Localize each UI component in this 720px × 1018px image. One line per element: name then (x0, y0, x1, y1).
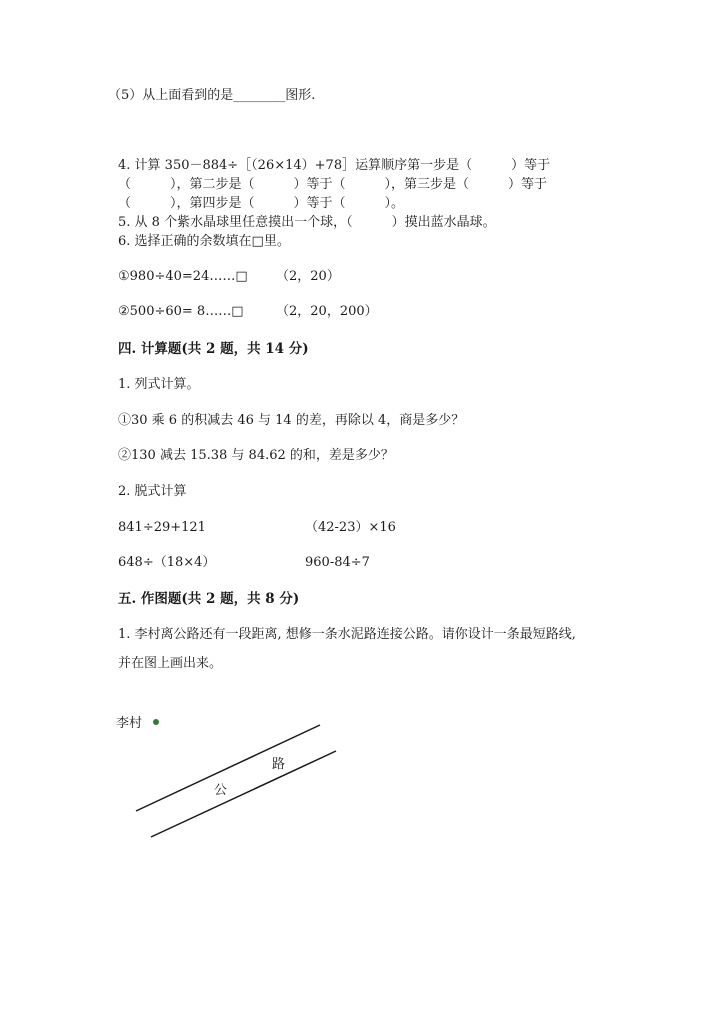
road-label-lu: 路 (272, 757, 286, 772)
q5-text: 5. 从 8 个紫水晶球里任意摸出一个球，（ ）摸出蓝水晶球。 (118, 215, 496, 230)
section4-expr3: 648÷（18×4） (118, 555, 216, 570)
section4-expr2: （42-23）×16 (305, 520, 396, 535)
section5-q1-line1: 1. 李村离公路还有一段距离, 想修一条水泥路连接公路。请你设计一条最短路线, (118, 627, 576, 642)
section5-heading: 五. 作图题(共 2 题，共 8 分) (118, 591, 300, 607)
road-figure (0, 690, 720, 870)
q4-line3: （ ），第四步是（ ）等于（ ）。 (118, 196, 405, 211)
q6-title: 6. 选择正确的余数填在□里。 (118, 234, 290, 249)
section4-q1-title: 1. 列式计算。 (118, 377, 200, 392)
road-edge-lower (151, 751, 336, 837)
section4-q1-a: ①30 乘 6 的积减去 46 与 14 的差，再除以 4，商是多少？ (118, 413, 465, 428)
q6-options1: （2，20） (276, 269, 340, 284)
village-dot (153, 719, 159, 725)
village-label: 李村 (116, 716, 143, 731)
q6-item2: ②500÷60= 8……□ (118, 304, 244, 319)
q5-part5-text: （5）从上面看到的是________图形. (108, 88, 316, 103)
section5-q1-line2: 并在图上画出来。 (118, 656, 223, 671)
section4-q1-b: ②130 减去 15.38 与 84.62 的和，差是多少？ (118, 448, 394, 463)
road-edge-upper (136, 725, 320, 811)
q6-item1: ①980÷40=24……□ (118, 269, 248, 284)
section4-expr4: 960-84÷7 (305, 555, 370, 570)
q4-line2: （ ），第二步是（ ）等于（ ），第三步是（ ）等于 (118, 177, 548, 192)
q6-options2: （2，20，200） (276, 304, 378, 319)
road-label-gong: 公 (214, 783, 228, 798)
section4-heading: 四. 计算题(共 2 题，共 14 分) (118, 341, 309, 357)
section4-q2-title: 2. 脱式计算 (118, 484, 187, 499)
q4-line1: 4. 计算 350－884÷［（26×14）+78］运算顺序第一步是（ ）等于 (118, 158, 551, 173)
section4-expr1: 841÷29+121 (118, 520, 206, 535)
